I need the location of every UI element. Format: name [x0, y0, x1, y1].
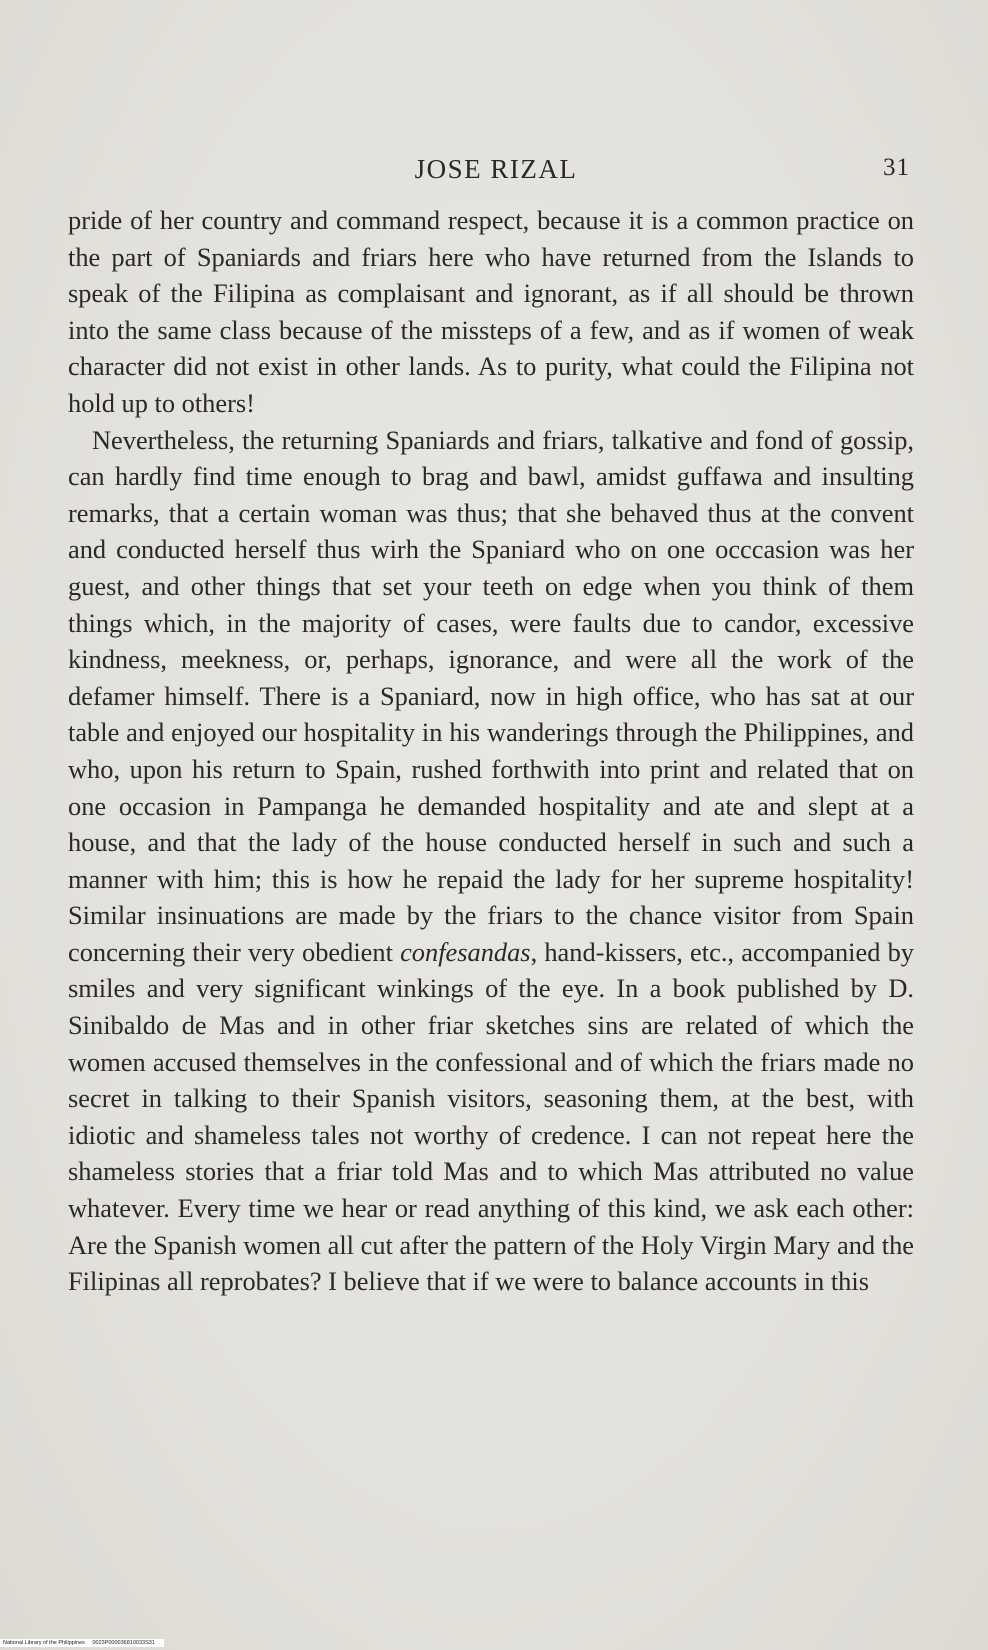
scan-institution: National Library of the Philippines	[3, 1640, 85, 1646]
running-title: JOSE RIZAL	[414, 154, 578, 184]
scan-credit	[0, 1639, 164, 1647]
body-text	[68, 202, 914, 1300]
italic-term: confesandas	[400, 936, 531, 967]
paragraph-1-text: pride of her country and command respect, because it is a common practice on the part of Spaniards and friars here who have returned from the Islands to speak of the Filipina as complaisant and ignorant, as if all should be thrown into the same class because of the missteps of a few, and as if women of weak character did not exist in other lands. As to purity, what could the Filipina not hold up to others!	[68, 205, 914, 418]
scan-identifier: 0023P000036810033S31	[92, 1640, 155, 1646]
paragraph-1	[68, 202, 914, 422]
paragraph-2-text: Nevertheless, the returning Spaniards and friars, talkative and fond of gossip, can hardly find time enough to brag and bawl, amidst guffawa and insulting remarks, that a certain woman was thus; that she behaved thus at the convent and conducted herself thus wirh the Spaniard who on one occcasion was her guest, and other things that set your teeth on edge when you think of them things which, in the majority of cases, were faults due to candor, excessive kindness, meekness, or, perhaps, ignorance, and were all the work of the defamer himself. There is a Spaniard, now in high office, who has sat at our table and enjoyed our hospitality in his wanderings through the Philippines, and who, upon his return to Spain, rushed forthwith into print and related that on one occasion in Pampanga he demanded hospitality and ate and slept at a house, and that the lady of the house conducted herself in such and such a manner with him; this is how he repaid the lady for her supreme hospitality! Similar insinuations are made by the friars to the chance visitor from Spain concerning their very obedient	[68, 424, 914, 967]
paragraph-2	[68, 422, 914, 1300]
running-head	[70, 150, 922, 190]
page-number: 31	[883, 154, 910, 181]
paragraph-2-text-continued: , hand-kissers, etc., accompanied by smiles and very significant winkings of the eye. In a book published by D. Sinibaldo de Mas and in other friar sketches sins are related of which the women accused themselves in the confessional and of which the friars made no secret in talking to their Spanish visitors, seasoning them, at the best, with idiotic and shameless tales not worthy of credence. I can not repeat here the shameless stories that a friar told Mas and to which Mas attributed no value whatever. Every time we hear or read anything of this kind, we ask each other: Are the Spanish women all cut after the pattern of the Holy Virgin Mary and the Filipinas all reprobates? I believe that if we were to balance accounts in this	[68, 936, 914, 1297]
